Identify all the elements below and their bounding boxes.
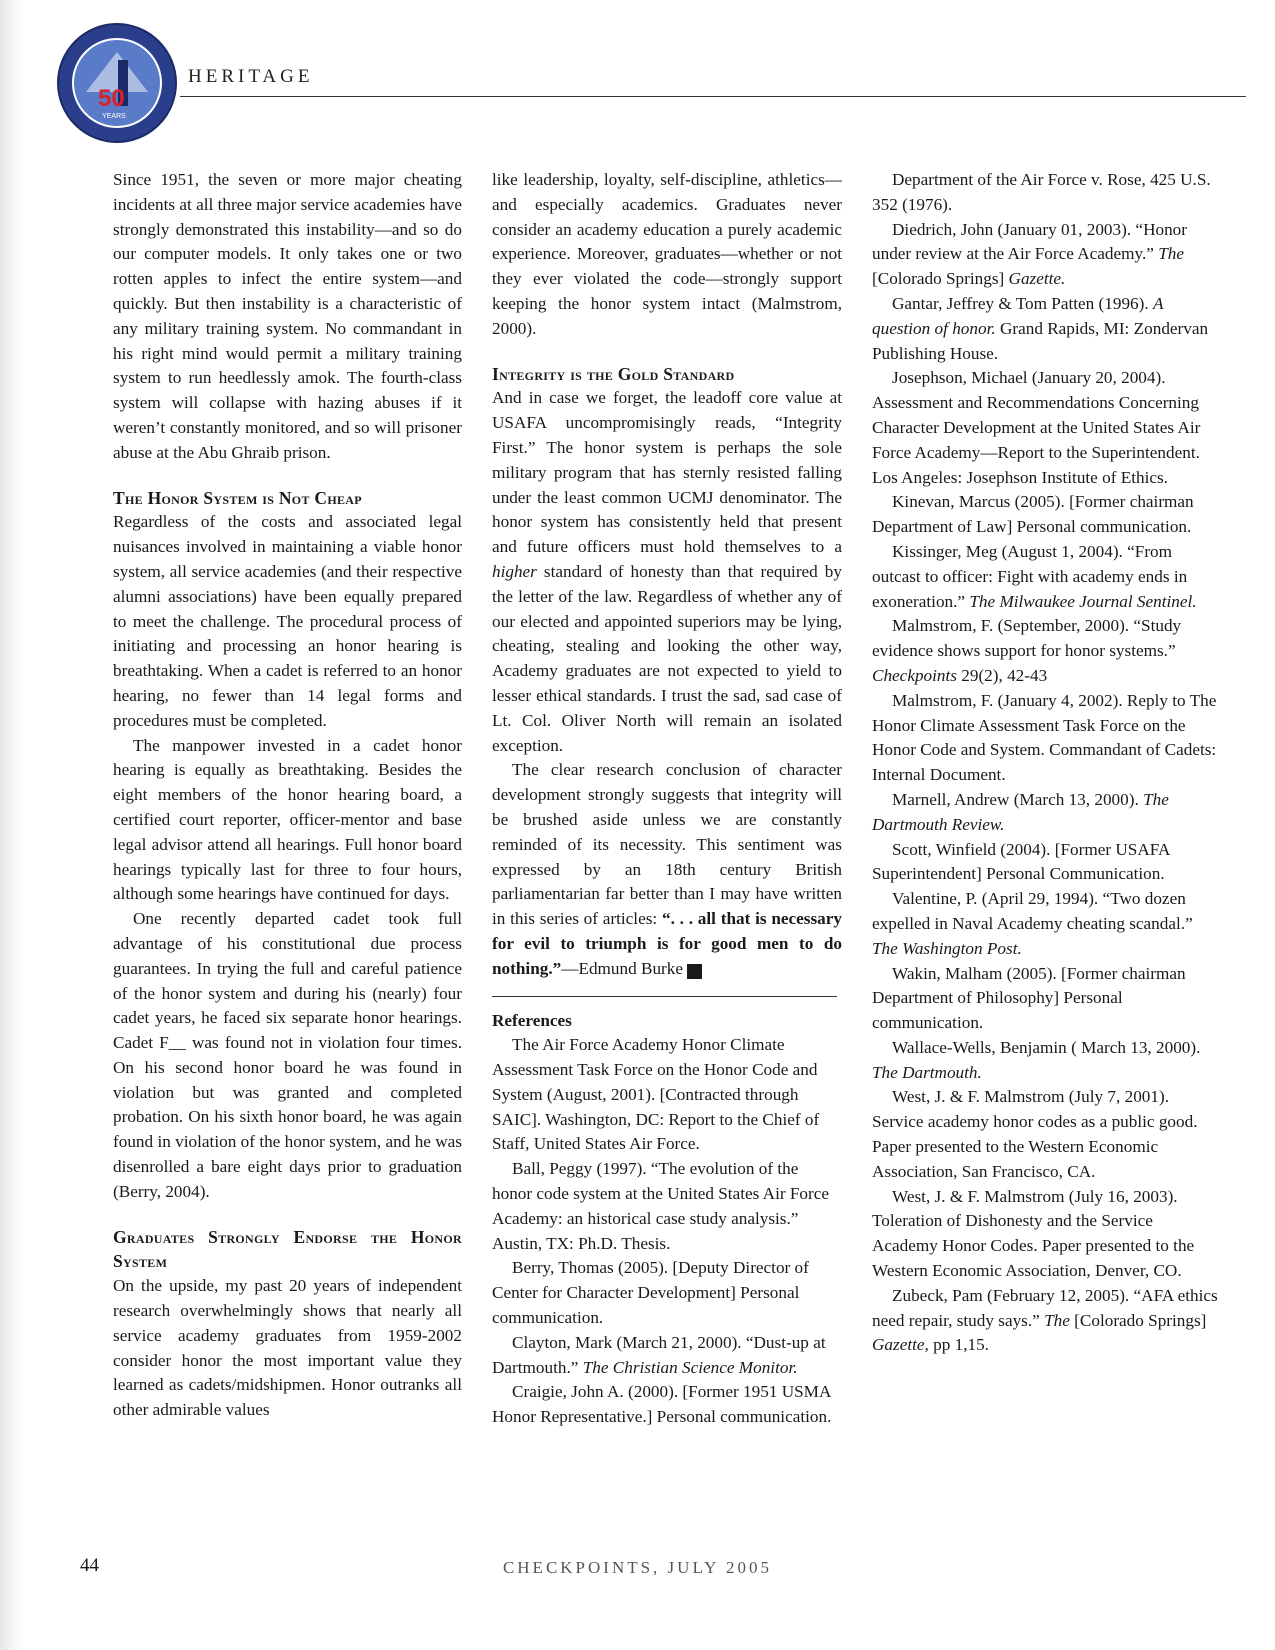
column-1: [113, 168, 462, 1423]
text-run: 29(2), 42-43: [956, 665, 1048, 685]
text-run: Malmstrom, F. (September, 2000). “Study evidence shows support for honor systems.”: [872, 616, 1182, 661]
reference-item: Wakin, Malham (2005). [Former chairman Department of Philosophy] Personal communication.: [872, 963, 1186, 1033]
reference-item: [872, 1036, 1218, 1086]
text-run: [Colorado Springs]: [1069, 1310, 1207, 1330]
emphasis: A question of honor.: [872, 293, 1164, 338]
reference-item: [492, 1331, 842, 1381]
seal-number: 50: [98, 85, 125, 112]
text-run: Valentine, P. (April 29, 1994). “Two dozen expelled in Naval Academy cheating scandal.”: [872, 889, 1193, 933]
emphasis: The: [1158, 244, 1184, 264]
reference-item: Ball, Peggy (1997). “The evolution of the honor code system at the United States Air Force Academy: an historical case study analysis.” Austin, TX: Ph.D. Thesis.: [492, 1159, 829, 1253]
emphasis: The Washington Post.: [872, 938, 1022, 958]
paragraph: like leadership, loyalty, self-discipline, athletics—and especially academics. Graduates never consider an academy education a purely academic experience. Moreover, graduates—whether or not they ever violated the code—strongly support keeping the honor system intact (Malmstrom, 2000).: [492, 170, 842, 338]
section-heading: The Honor System is Not Cheap: [113, 487, 362, 508]
text-run: Wallace-Wells, Benjamin ( March 13, 2000).: [892, 1037, 1201, 1057]
reference-item: Berry, Thomas (2005). [Deputy Director of Center for Character Development] Personal communication.: [492, 1258, 809, 1328]
text-run: Diedrich, John (January 01, 2003). “Honor under review at the Air Force Academy.”: [872, 219, 1187, 264]
reference-item: [872, 218, 1218, 292]
text-run: Grand Rapids, MI: Zondervan Publishing House.: [872, 318, 1209, 363]
seal-sub: YEARS: [102, 113, 126, 120]
text-run: Clayton, Mark (March 21, 2000). “Dust-up at Dartmouth.”: [492, 1332, 826, 1377]
section-title: HERITAGE: [188, 66, 314, 87]
reference-item: Kinevan, Marcus (2005). [Former chairman Department of Law] Personal communication.: [872, 492, 1194, 537]
section-heading: Graduates Strongly Endorse the Honor System: [113, 1226, 462, 1272]
paragraph: [492, 386, 842, 758]
emphasis: Checkpoints: [872, 665, 957, 685]
emphasis: The Dartmouth.: [872, 1062, 982, 1082]
references-list: [492, 1009, 842, 1431]
paragraph: The manpower invested in a cadet honor hearing is equally as breathtaking. Besides the eight members of the honor hearing board, a certified court reporter, officer-mentor and base legal advisor attend all hearings. Full honor board hearings typically last for three to four hours, although some hearings have continued for days.: [113, 735, 462, 904]
section-heading: Integrity is the Gold Standard: [492, 363, 735, 384]
paragraph: Since 1951, the seven or more major cheating incidents at all three major service academies have strongly demonstrated this instability—and so do our computer models. It only takes one or two rotten apples to infect the entire system—and quickly. But then instability is a characteristic of any military training system. No commandant in his right mind would permit a military training system to run heedlessly amok. The fourth-class system will collapse with hazing abuses if it weren’t constantly monitored, and so will prisoner abuse at the Abu Ghraib prison.: [113, 170, 462, 462]
reference-item: Malmstrom, F. (January 4, 2002). Reply to The Honor Climate Assessment Task Force on the Honor Code and System. Commandant of Cadets: Internal Document.: [872, 690, 1217, 785]
column-2: [492, 168, 842, 1430]
emphasis: Gazette.: [1008, 269, 1066, 289]
emphasis: The: [1044, 1310, 1070, 1330]
text-run: And in case we forget, the leadoff core value at USAFA uncompromisingly reads, “Integrity First.” The honor system is perhaps the sole military program that has sternly resisted falling under the least common UCMJ denominator. The honor system has consistently held that present and future officers must hold themselves to a: [492, 388, 842, 557]
text-run: pp 1,15.: [928, 1335, 989, 1355]
reference-item: [872, 1284, 1218, 1358]
text-run: Kissinger, Meg (August 1, 2004). “From outcast to officer: Fight with academy ends in exoneration.”: [872, 541, 1188, 611]
references-heading: References: [492, 1010, 572, 1030]
emphasis: The Dartmouth Review.: [872, 789, 1169, 834]
text-run: Zubeck, Pam (February 12, 2005). “AFA ethics need repair, study says.”: [872, 1285, 1218, 1330]
reference-item: Department of the Air Force v. Rose, 425 U.S. 352 (1976).: [872, 170, 1211, 214]
reference-item: [872, 614, 1218, 688]
emphasis: The Milwaukee Journal Sentinel.: [969, 591, 1197, 611]
text-run: Gantar, Jeffrey & Tom Patten (1996).: [892, 293, 1153, 313]
reference-item: [872, 788, 1218, 838]
reference-item: [872, 292, 1218, 366]
reference-item: The Air Force Academy Honor Climate Assessment Task Force on the Honor Code and System (August, 2001). [Contracted through SAIC]. Washington, DC: Report to the Chief of Staff, United States Air Force.: [492, 1035, 820, 1154]
end-mark-icon: ✓: [687, 964, 702, 979]
text-run: [Colorado Springs]: [872, 269, 1009, 289]
emphasis: The Christian Science Monitor.: [582, 1357, 798, 1377]
page-header: [56, 22, 1236, 142]
magazine-footer: CHECKPOINTS, JULY 2005: [502, 1558, 773, 1577]
reference-item: Craigie, John A. (2000). [Former 1951 USMA Honor Representative.] Personal communication.: [492, 1382, 832, 1427]
paragraph: On the upside, my past 20 years of independent research overwhelmingly shows that nearly all service academy graduates from 1959-2002 consider honor the most important value they learned as cadets/midshipmen. Honor outranks all other admirable values: [113, 1276, 462, 1420]
anniversary-seal-logo: [56, 22, 178, 144]
paragraph: Regardless of the costs and associated legal nuisances involved in maintaining a viable honor system, all service academies (and their respective alumni associations) have been equally prepared to meet the challenge. The procedural process of initiating and processing an honor hearing is breathtaking. When a cadet is referred to an honor hearing, no fewer than 14 legal forms and procedures must be completed.: [113, 512, 462, 730]
text-run: The clear research conclusion of character development strongly suggests that integrity will be brushed aside unless we are constantly reminded of its necessity. This sentiment was expressed by an 18th century British parliamentarian far better than I may have written in this series of articles:: [492, 760, 842, 929]
reference-item: West, J. & F. Malmstrom (July 7, 2001). Service academy honor codes as a public good. Paper presented to the Western Economic Association, San Francisco, CA.: [872, 1087, 1198, 1181]
paragraph: One recently departed cadet took full advantage of his constitutional due process guarantees. In trying the full and careful patience of the honor system and during his (nearly) four cadet years, he faced six separate honor hearings. Cadet F__ was found not in violation four times. On his second honor board he was found in violation but was granted and completed probation. On his sixth honor board, he was again found in violation of the honor system, and he was disenrolled a bare eight days prior to graduation (Berry, 2004).: [113, 909, 462, 1201]
reference-item: Scott, Winfield (2004). [Former USAFA Superintendent] Personal Communication.: [872, 839, 1170, 884]
header-rule: [180, 96, 1246, 97]
burke-quote: “. . . all that is necessary for evil to triumph is for good men to do nothing.”: [492, 909, 842, 978]
reference-item: Josephson, Michael (January 20, 2004). Assessment and Recommendations Concerning Character Development at the United States Air Force Academy—Report to the Superintendent. Los Angeles: Josephson Institute of Ethics.: [872, 368, 1201, 487]
reference-item: [872, 540, 1218, 614]
emphasis: Gazette,: [872, 1335, 929, 1355]
text-run: standard of honesty than that required by the letter of the law. Regardless of whether any of our elected and appointed superiors may be lying, cheating, stealing and looking the other way, Academy graduates are not expected to yield to lesser ethical standards. I trust the sad, sad case of Lt. Col. Oliver North will remain an isolated exception.: [492, 561, 842, 755]
reference-item: [872, 887, 1218, 961]
quote-attribution: —Edmund Burke: [561, 958, 683, 978]
references-rule: [492, 996, 837, 997]
page-edge: [0, 0, 22, 1650]
emphasis: higher: [492, 561, 537, 581]
reference-item: West, J. & F. Malmstrom (July 16, 2003). Toleration of Dishonesty and the Service Academy Honor Codes. Paper presented to the Western Economic Association, Denver, CO.: [872, 1186, 1195, 1281]
page-number: 44: [80, 1555, 99, 1576]
column-3: [872, 168, 1218, 1358]
paragraph: [492, 758, 842, 981]
text-run: Marnell, Andrew (March 13, 2000).: [892, 789, 1144, 809]
